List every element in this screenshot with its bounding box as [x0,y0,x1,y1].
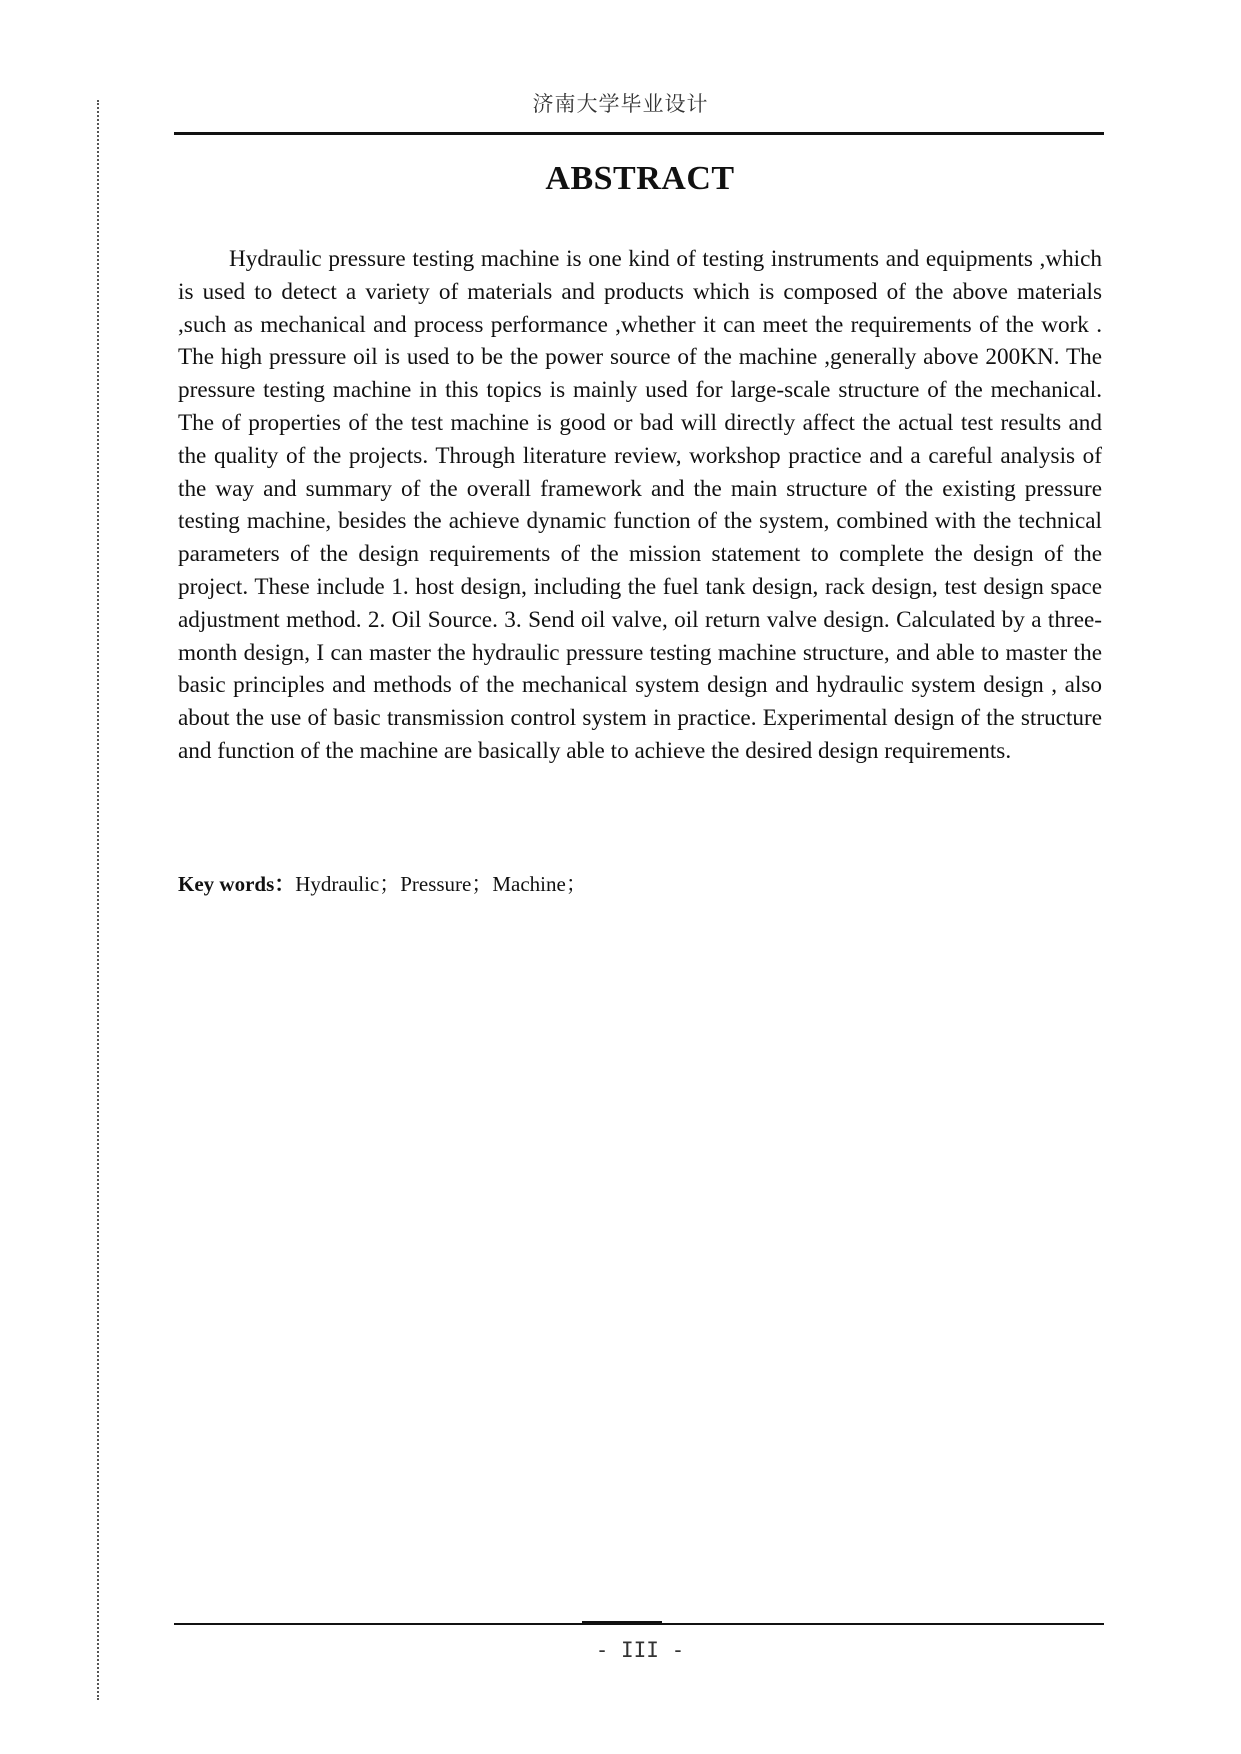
page-header: 济南大学毕业设计 [532,92,709,116]
footer-rule-accent [582,1621,662,1625]
page-number: - III - [595,1638,685,1662]
keywords-values: Hydraulic；Pressure；Machine； [295,872,587,896]
keywords-label: Key words： [178,872,296,896]
header-rule [174,132,1104,135]
keywords-line [178,870,587,898]
abstract-title: ABSTRACT [545,160,735,197]
binding-margin-line [97,100,99,1700]
abstract-body: Hydraulic pressure testing machine is one kind of testing instruments and equipments ,which is used to detect a variety of materials and products which is composed of the above materials ,such as mechanical and process performance ,whether it can meet the requirements of the work . The high pressure oil is used to be the power source of the machine ,generally above 200KN. The pressure testing machine in this topics is mainly used for large-scale structure of the mechanical. The of properties of the test machine is good or bad will directly affect the actual test results and the quality of the projects. Through literature review, workshop practice and a careful analysis of the way and summary of the overall framework and the main structure of the existing pressure testing machine, besides the achieve dynamic function of the system, combined with the technical parameters of the design requirements of the mission statement to complete the design of the project. These include 1. host design, including the fuel tank design, rack design, test design space adjustment method. 2. Oil Source. 3. Send oil valve, oil return valve design. Calculated by a three-month design, I can master the hydraulic pressure testing machine structure, and able to master the basic principles and methods of the mechanical system design and hydraulic system design , also about the use of basic transmission control system in practice. Experimental design of the structure and function of the machine are basically able to achieve the desired design requirements. [178,246,1102,764]
